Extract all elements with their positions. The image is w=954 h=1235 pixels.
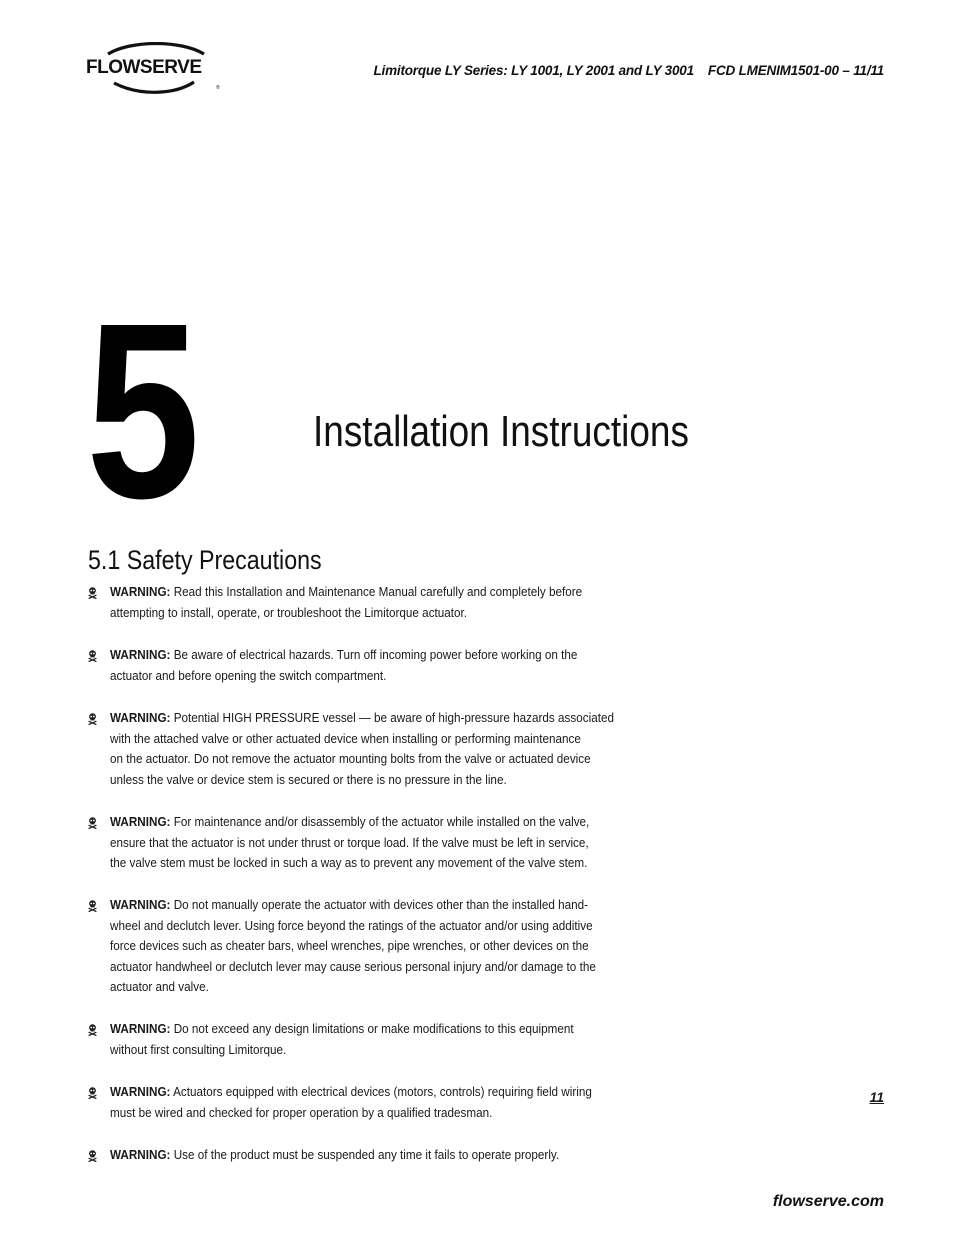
warning-text <box>110 1145 650 1166</box>
document-title: Limitorque LY Series: LY 1001, LY 2001 and LY 3001 <box>373 63 694 78</box>
warning-label: WARNING: <box>110 1021 171 1036</box>
warning-label: WARNING: <box>110 584 171 599</box>
warning-line-text: wheel and declutch lever. Using force beyond the ratings of the actuator and/or using additive <box>110 917 593 933</box>
warning-line-text: Use of the product must be suspended any time it fails to operate properly. <box>173 1147 560 1162</box>
warning-line <box>110 936 650 957</box>
warning-line <box>110 1040 650 1061</box>
warning-line <box>110 1082 650 1103</box>
website-link[interactable]: flowserve.com <box>772 1193 884 1210</box>
warning-line-text: Read this Installation and Maintenance Manual carefully and completely before <box>173 584 583 599</box>
skull-crossbones-icon <box>88 1023 97 1035</box>
skull-crossbones-icon <box>88 816 97 828</box>
warning-line-text: on the actuator. Do not remove the actuator mounting bolts from the valve or actuated device <box>110 751 591 766</box>
skull-crossbones-icon <box>88 1149 97 1161</box>
document-code: FCD LMENIM1501-00 – 11/11 <box>707 63 884 78</box>
warning-text <box>110 812 650 874</box>
warning-line <box>110 895 650 916</box>
warning-line <box>110 1145 650 1166</box>
warning-line-text: without first consulting Limitorque. <box>110 1041 287 1057</box>
logo-wordmark: FLOWSERVE <box>86 57 202 78</box>
warning-text <box>110 895 650 998</box>
warning-line <box>110 977 650 998</box>
warning-label: WARNING: <box>110 814 171 829</box>
warning-line <box>110 582 650 603</box>
warning-label: WARNING: <box>110 1084 171 1099</box>
warning-line <box>110 1019 650 1040</box>
warning-text <box>110 708 650 790</box>
warning-line <box>110 770 650 791</box>
warning-line <box>110 812 650 833</box>
warning-line-text: must be wired and checked for proper operation by a qualified tradesman. <box>110 1104 493 1120</box>
warning-line-text: Do not manually operate the actuator with devices other than the installed hand- <box>173 897 589 912</box>
chapter-title: Installation Instructions <box>313 407 689 456</box>
warning-line <box>110 957 650 978</box>
warning-line-text: actuator and valve. <box>110 979 209 994</box>
warning-line <box>110 645 650 666</box>
warning-label: WARNING: <box>110 710 171 725</box>
warning-line <box>110 666 650 687</box>
warning-line <box>110 833 650 854</box>
skull-crossbones-icon <box>88 1086 97 1098</box>
warning-line <box>110 1103 650 1124</box>
warning-line-text: Do not exceed any design limitations or make modifications to this equipment <box>173 1021 574 1036</box>
warning-line-text: force devices such as cheater bars, wheel wrenches, pipe wrenches, or other devices on the <box>110 938 589 953</box>
warning-text <box>110 582 650 623</box>
warning-label: WARNING: <box>110 897 171 912</box>
warning-label: WARNING: <box>110 647 171 662</box>
flowserve-logo <box>86 42 226 96</box>
warning-text <box>110 1082 650 1123</box>
warning-line-text: ensure that the actuator is not under thrust or torque load. If the valve must be left in service, <box>110 834 589 850</box>
warning-line <box>110 729 650 750</box>
warning-line-text: For maintenance and/or disassembly of the actuator while installed on the valve, <box>173 814 590 829</box>
warning-line <box>110 708 650 729</box>
warning-line-text: Be aware of electrical hazards. Turn off incoming power before working on the <box>173 647 578 662</box>
warning-line <box>110 603 650 624</box>
warning-line-text: Actuators equipped with electrical devices (motors, controls) requiring field wiring <box>173 1084 592 1099</box>
svg-text:®: ® <box>216 85 220 91</box>
warning-line-text: the valve stem must be locked in such a way as to prevent any movement of the valve stem. <box>110 855 588 870</box>
skull-crossbones-icon <box>88 899 97 911</box>
warning-line <box>110 853 650 874</box>
warning-text <box>110 1019 650 1060</box>
warning-line-text: Potential HIGH PRESSURE vessel — be aware of high-pressure hazards associated <box>173 710 614 725</box>
skull-crossbones-icon <box>88 649 97 661</box>
section-heading: 5.1 Safety Precautions <box>88 545 322 575</box>
warning-line-text: actuator and before opening the switch compartment. <box>110 667 387 683</box>
warning-line-text: actuator handwheel or declutch lever may cause serious personal injury and/or damage to the <box>110 958 596 974</box>
warning-line <box>110 916 650 937</box>
warning-line-text: attempting to install, operate, or troubleshoot the Limitorque actuator. <box>110 604 468 620</box>
warning-line <box>110 749 650 770</box>
warning-line-text: with the attached valve or other actuated device when installing or performing maintenance <box>110 730 581 746</box>
skull-crossbones-icon <box>88 712 97 724</box>
chapter-number: 5 <box>86 271 197 550</box>
warning-label: WARNING: <box>110 1147 171 1162</box>
warning-text <box>110 645 650 686</box>
skull-crossbones-icon <box>88 586 97 598</box>
warning-line-text: unless the valve or device stem is secured or there is no pressure in the line. <box>110 771 507 787</box>
page-number: 11 <box>869 1089 884 1105</box>
document-header <box>374 63 884 78</box>
